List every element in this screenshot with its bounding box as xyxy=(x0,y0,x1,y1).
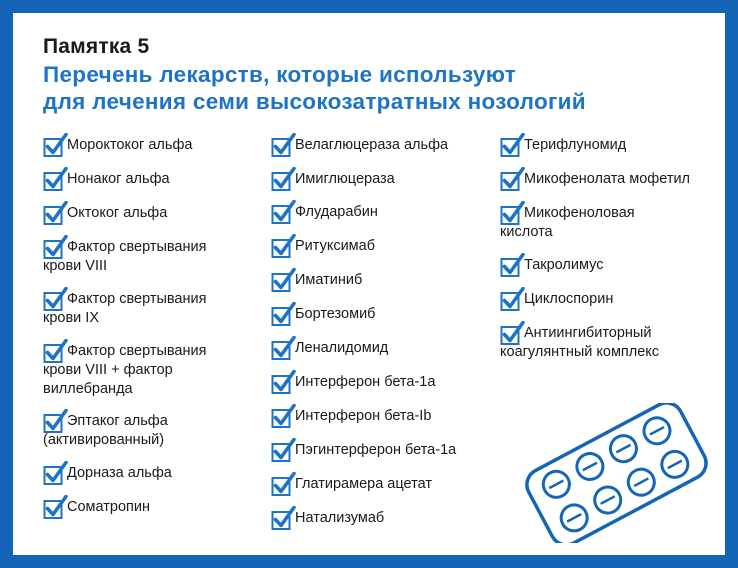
drug-list-item xyxy=(43,290,206,328)
drug-name: Флударабин xyxy=(295,204,378,220)
drug-list-item xyxy=(271,237,375,256)
drug-list-item xyxy=(43,136,192,155)
drug-name: Октоког альфа xyxy=(67,205,168,221)
drug-list-item xyxy=(500,170,690,189)
check-box-icon xyxy=(43,495,69,521)
check-box-icon xyxy=(271,370,297,396)
drug-name-continued: крови IX xyxy=(43,310,100,326)
check-box-icon xyxy=(271,167,297,193)
memo-card xyxy=(13,13,725,555)
drug-name: Микофеноловая xyxy=(524,205,635,221)
check-box-icon xyxy=(43,235,69,261)
drug-name: Микофенолата мофетил xyxy=(524,171,691,187)
drug-list-item xyxy=(271,170,395,189)
drug-name: Интерферон бета-1а xyxy=(295,374,436,390)
drug-name: Дорназа альфа xyxy=(67,465,172,481)
drug-name: Антиингибиторный xyxy=(524,325,652,341)
drug-name: Фактор свертывания xyxy=(67,239,207,255)
drug-list-item xyxy=(500,290,613,309)
check-box-icon xyxy=(271,472,297,498)
drug-name: Иматиниб xyxy=(295,272,363,288)
drug-list-item xyxy=(43,204,167,223)
title-line-1: Перечень лекарств, которые используют xyxy=(43,62,517,87)
drug-list-item xyxy=(271,136,448,155)
drug-list-item xyxy=(271,441,456,460)
check-box-icon xyxy=(43,287,69,313)
drug-list-item xyxy=(271,271,362,290)
check-box-icon xyxy=(43,461,69,487)
drug-name: Пэгинтерферон бета-1а xyxy=(295,442,457,458)
drug-name: Фактор свертывания xyxy=(67,343,207,359)
check-box-icon xyxy=(271,200,297,226)
drug-name: Циклоспорин xyxy=(524,291,614,307)
drug-name: Мороктоког альфа xyxy=(67,137,193,153)
drug-list-item xyxy=(500,136,626,155)
check-box-icon xyxy=(271,438,297,464)
drug-name: Нонаког альфа xyxy=(67,171,170,187)
drug-name: Такролимус xyxy=(524,257,604,273)
drug-name: Велаглюцераза альфа xyxy=(295,137,449,153)
drug-name: Эптаког альфа xyxy=(67,413,168,429)
drug-name: Глатирамера ацетат xyxy=(295,476,432,492)
drug-list-item xyxy=(500,204,635,242)
drug-name-continued: крови VIII + фактор xyxy=(43,362,173,378)
check-box-icon xyxy=(43,133,69,159)
drug-name: Бортезомиб xyxy=(295,306,376,322)
check-box-icon xyxy=(500,321,526,347)
drug-list-item xyxy=(43,464,172,483)
check-box-icon xyxy=(271,234,297,260)
drug-name-continued: (активированный) xyxy=(43,432,165,448)
drug-list-item xyxy=(271,407,431,426)
check-box-icon xyxy=(271,302,297,328)
drug-list-item xyxy=(500,256,603,275)
check-box-icon xyxy=(271,336,297,362)
check-box-icon xyxy=(500,201,526,227)
drug-name: Леналидомид xyxy=(295,340,389,356)
check-box-icon xyxy=(500,287,526,313)
drug-name: Фактор свертывания xyxy=(67,291,207,307)
drug-list-item xyxy=(43,170,170,189)
drug-list-item xyxy=(43,342,206,399)
drug-list-item xyxy=(271,203,378,222)
check-box-icon xyxy=(500,167,526,193)
drug-list-item xyxy=(271,373,435,392)
check-box-icon xyxy=(43,167,69,193)
title-line-2: для лечения семи высокозатратных нозологий xyxy=(43,89,586,114)
drug-list-item xyxy=(43,412,168,450)
check-box-icon xyxy=(271,404,297,430)
drug-name: Соматропин xyxy=(67,499,150,515)
check-box-icon xyxy=(43,339,69,365)
drug-name: Терифлуномид xyxy=(524,137,627,153)
drug-list-item xyxy=(500,324,659,362)
drug-name: Имиглюцераза xyxy=(295,171,395,187)
check-box-icon xyxy=(43,409,69,435)
check-box-icon xyxy=(43,201,69,227)
page-title xyxy=(43,61,586,115)
memo-label: Памятка 5 xyxy=(43,35,150,58)
drug-list-item xyxy=(271,475,432,494)
drug-name: Ритуксимаб xyxy=(295,238,376,254)
drug-list-item xyxy=(43,238,206,276)
check-box-icon xyxy=(500,253,526,279)
drug-name: Натализумаб xyxy=(295,510,385,526)
drug-list-item xyxy=(43,498,150,517)
drug-list-item xyxy=(271,339,388,358)
check-box-icon xyxy=(271,268,297,294)
drug-name-continued: виллебранда xyxy=(43,381,133,397)
drug-list-item xyxy=(271,305,375,324)
drug-name-continued: кислота xyxy=(500,224,553,240)
drug-name: Интерферон бета-Ib xyxy=(295,408,432,424)
check-box-icon xyxy=(271,133,297,159)
check-box-icon xyxy=(271,506,297,532)
pill-blister-icon xyxy=(516,403,716,543)
drug-name-continued: крови VIII xyxy=(43,258,108,274)
check-box-icon xyxy=(500,133,526,159)
drug-name-continued: коагулянтный комплекс xyxy=(500,344,660,360)
drug-list-item xyxy=(271,509,384,528)
